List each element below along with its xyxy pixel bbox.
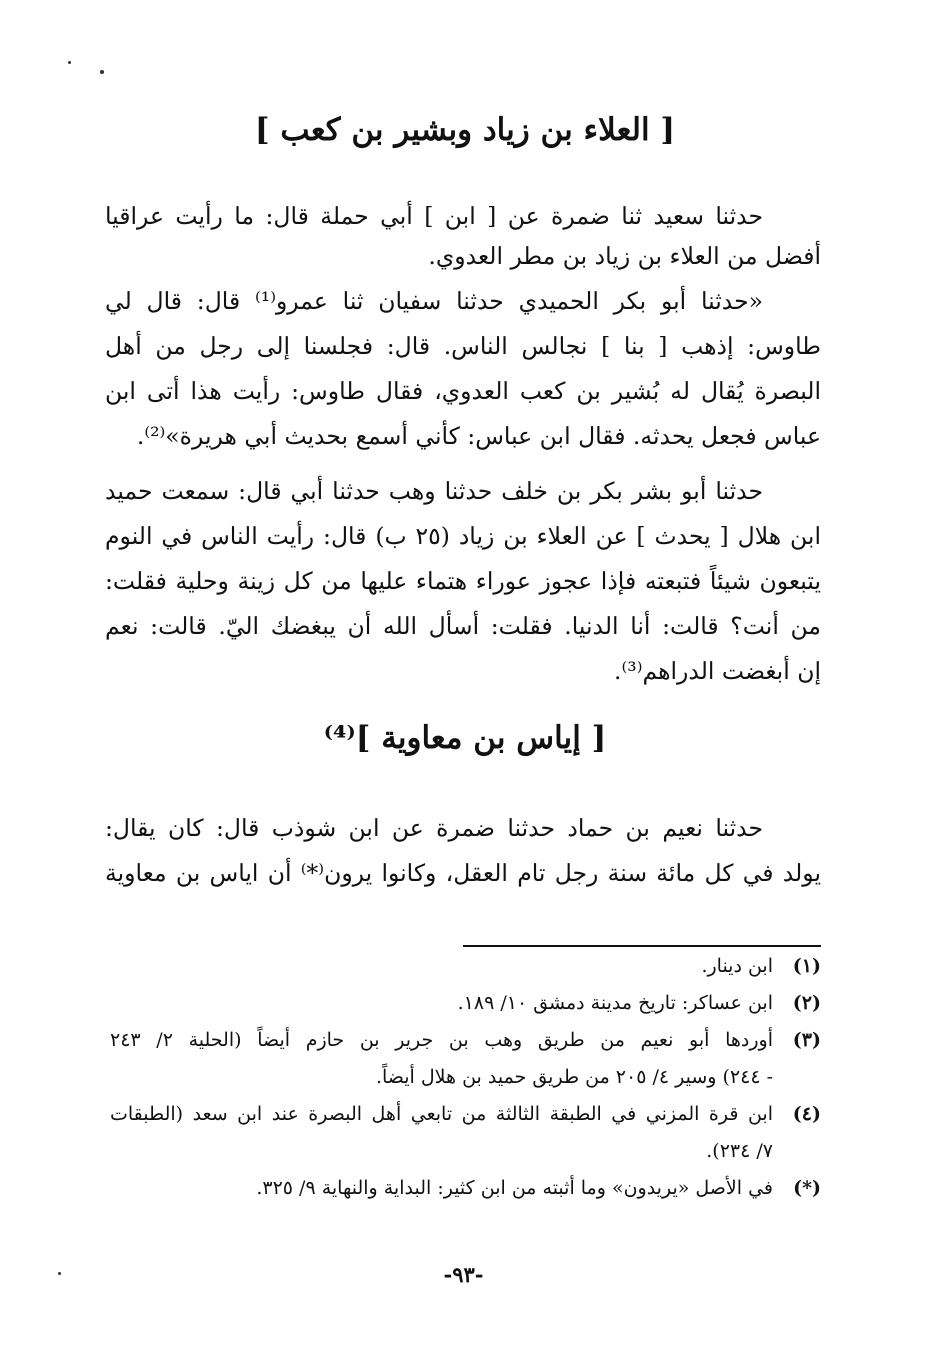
paragraph-line: عباس فجعل يحدثه. فقال ابن عباس: كأني أسمع بحديث أبي هريرة»⁽²⁾. [136, 422, 821, 450]
footnote-text [110, 1096, 773, 1170]
paragraph-line: «حدثنا أبو بكر الحميدي حدثنا سفيان ثنا عمرو⁽¹⁾ قال: قال لي [105, 287, 763, 315]
footnote-line: ابن دينار. [701, 955, 773, 977]
footnote [110, 948, 821, 985]
footnote-number: (*) [793, 1177, 821, 1199]
paragraph-line: البصرة يُقال له بُشير بن كعب العدوي، فقال طاوس: رأيت هذا أتى ابن [105, 377, 821, 405]
footnote-text [110, 1022, 773, 1096]
footnote-line: في الأصل «يريدون» وما أثبته من ابن كثير: البداية والنهاية ٩/ ٣٢٥. [256, 1177, 773, 1199]
footnote-number: (٤) [792, 1103, 821, 1125]
paragraph-line: حدثنا سعيد ثنا ضمرة عن [ ابن ] أبي حملة قال: ما رأيت عراقيا [105, 202, 763, 230]
paragraph-line: حدثنا نعيم بن حماد حدثنا ضمرة عن ابن شوذب قال: كان يقال: [105, 814, 763, 842]
section-heading: [ إياس بن معاوية ]⁽⁴⁾ [323, 720, 607, 756]
paragraph-line: حدثنا أبو بشر بكر بن خلف حدثنا وهب حدثنا أبي قال: سمعت حميد [105, 477, 763, 505]
footnote-text [110, 985, 773, 1022]
scan-speck [58, 1272, 61, 1275]
scan-speck [68, 61, 71, 64]
paragraph-line: من أنت؟ قالت: أنا الدنيا. فقلت: أسأل الله أن يبغضك اليّ. قالت: نعم [105, 612, 821, 640]
footnote [110, 1022, 821, 1096]
scan-speck [100, 70, 104, 74]
section-heading: [ العلاء بن زياد وبشير بن كعب ] [254, 112, 676, 148]
footnote-number: (١) [792, 955, 821, 977]
footnote-separator [463, 945, 821, 947]
footnote-line: - ٢٤٤) وسير ٤/ ٢٠٥ من طريق حميد بن هلال أيضاً. [375, 1066, 773, 1088]
paragraph-line: طاوس: إذهب [ بنا ] نجالس الناس. قال: فجلسنا إلى رجل من أهل [105, 332, 821, 360]
paragraph-line: يولد في كل مائة سنة رجل تام العقل، وكانوا يرون⁽*⁾ أن اياس بن معاوية [105, 859, 821, 887]
paragraph-line: ابن هلال [ يحدث ] عن العلاء بن زياد (٢٥ ب) قال: رأيت الناس في النوم [105, 522, 821, 550]
paragraph-line: أفضل من العلاء بن زياد بن مطر العدوي. [428, 242, 821, 270]
footnotes [110, 948, 821, 1207]
section-body [105, 808, 821, 893]
paragraph-line: إن أبغضت الدراهم⁽³⁾. [614, 657, 821, 685]
footnote [110, 1170, 821, 1207]
section-body [105, 196, 821, 691]
footnote-line: أوردها أبو نعيم من طريق وهب بن جرير بن حازم أيضاً (الحلية ٢/ ٢٤٣ [110, 1029, 773, 1051]
page-number: -٩٣- [443, 1262, 484, 1287]
footnote-number: (٣) [792, 1029, 821, 1051]
paragraph-line: يتبعون شيئاً فتبعته فإذا عجوز عوراء هتماء عليها من كل زينة وحلية فقلت: [105, 567, 821, 595]
footnote-number: (٢) [792, 992, 821, 1014]
footnote-text [110, 1170, 773, 1207]
footnote-line: ابن قرة المزني في الطبقة الثالثة من تابعي أهل البصرة عند ابن سعد (الطبقات [110, 1103, 773, 1125]
footnote [110, 1096, 821, 1170]
footnote-text [110, 948, 773, 985]
footnote [110, 985, 821, 1022]
footnote-line: ابن عساكر: تاريخ مدينة دمشق ١٠/ ١٨٩. [457, 992, 773, 1014]
footnote-line: ٧/ ٢٣٤). [706, 1140, 773, 1162]
